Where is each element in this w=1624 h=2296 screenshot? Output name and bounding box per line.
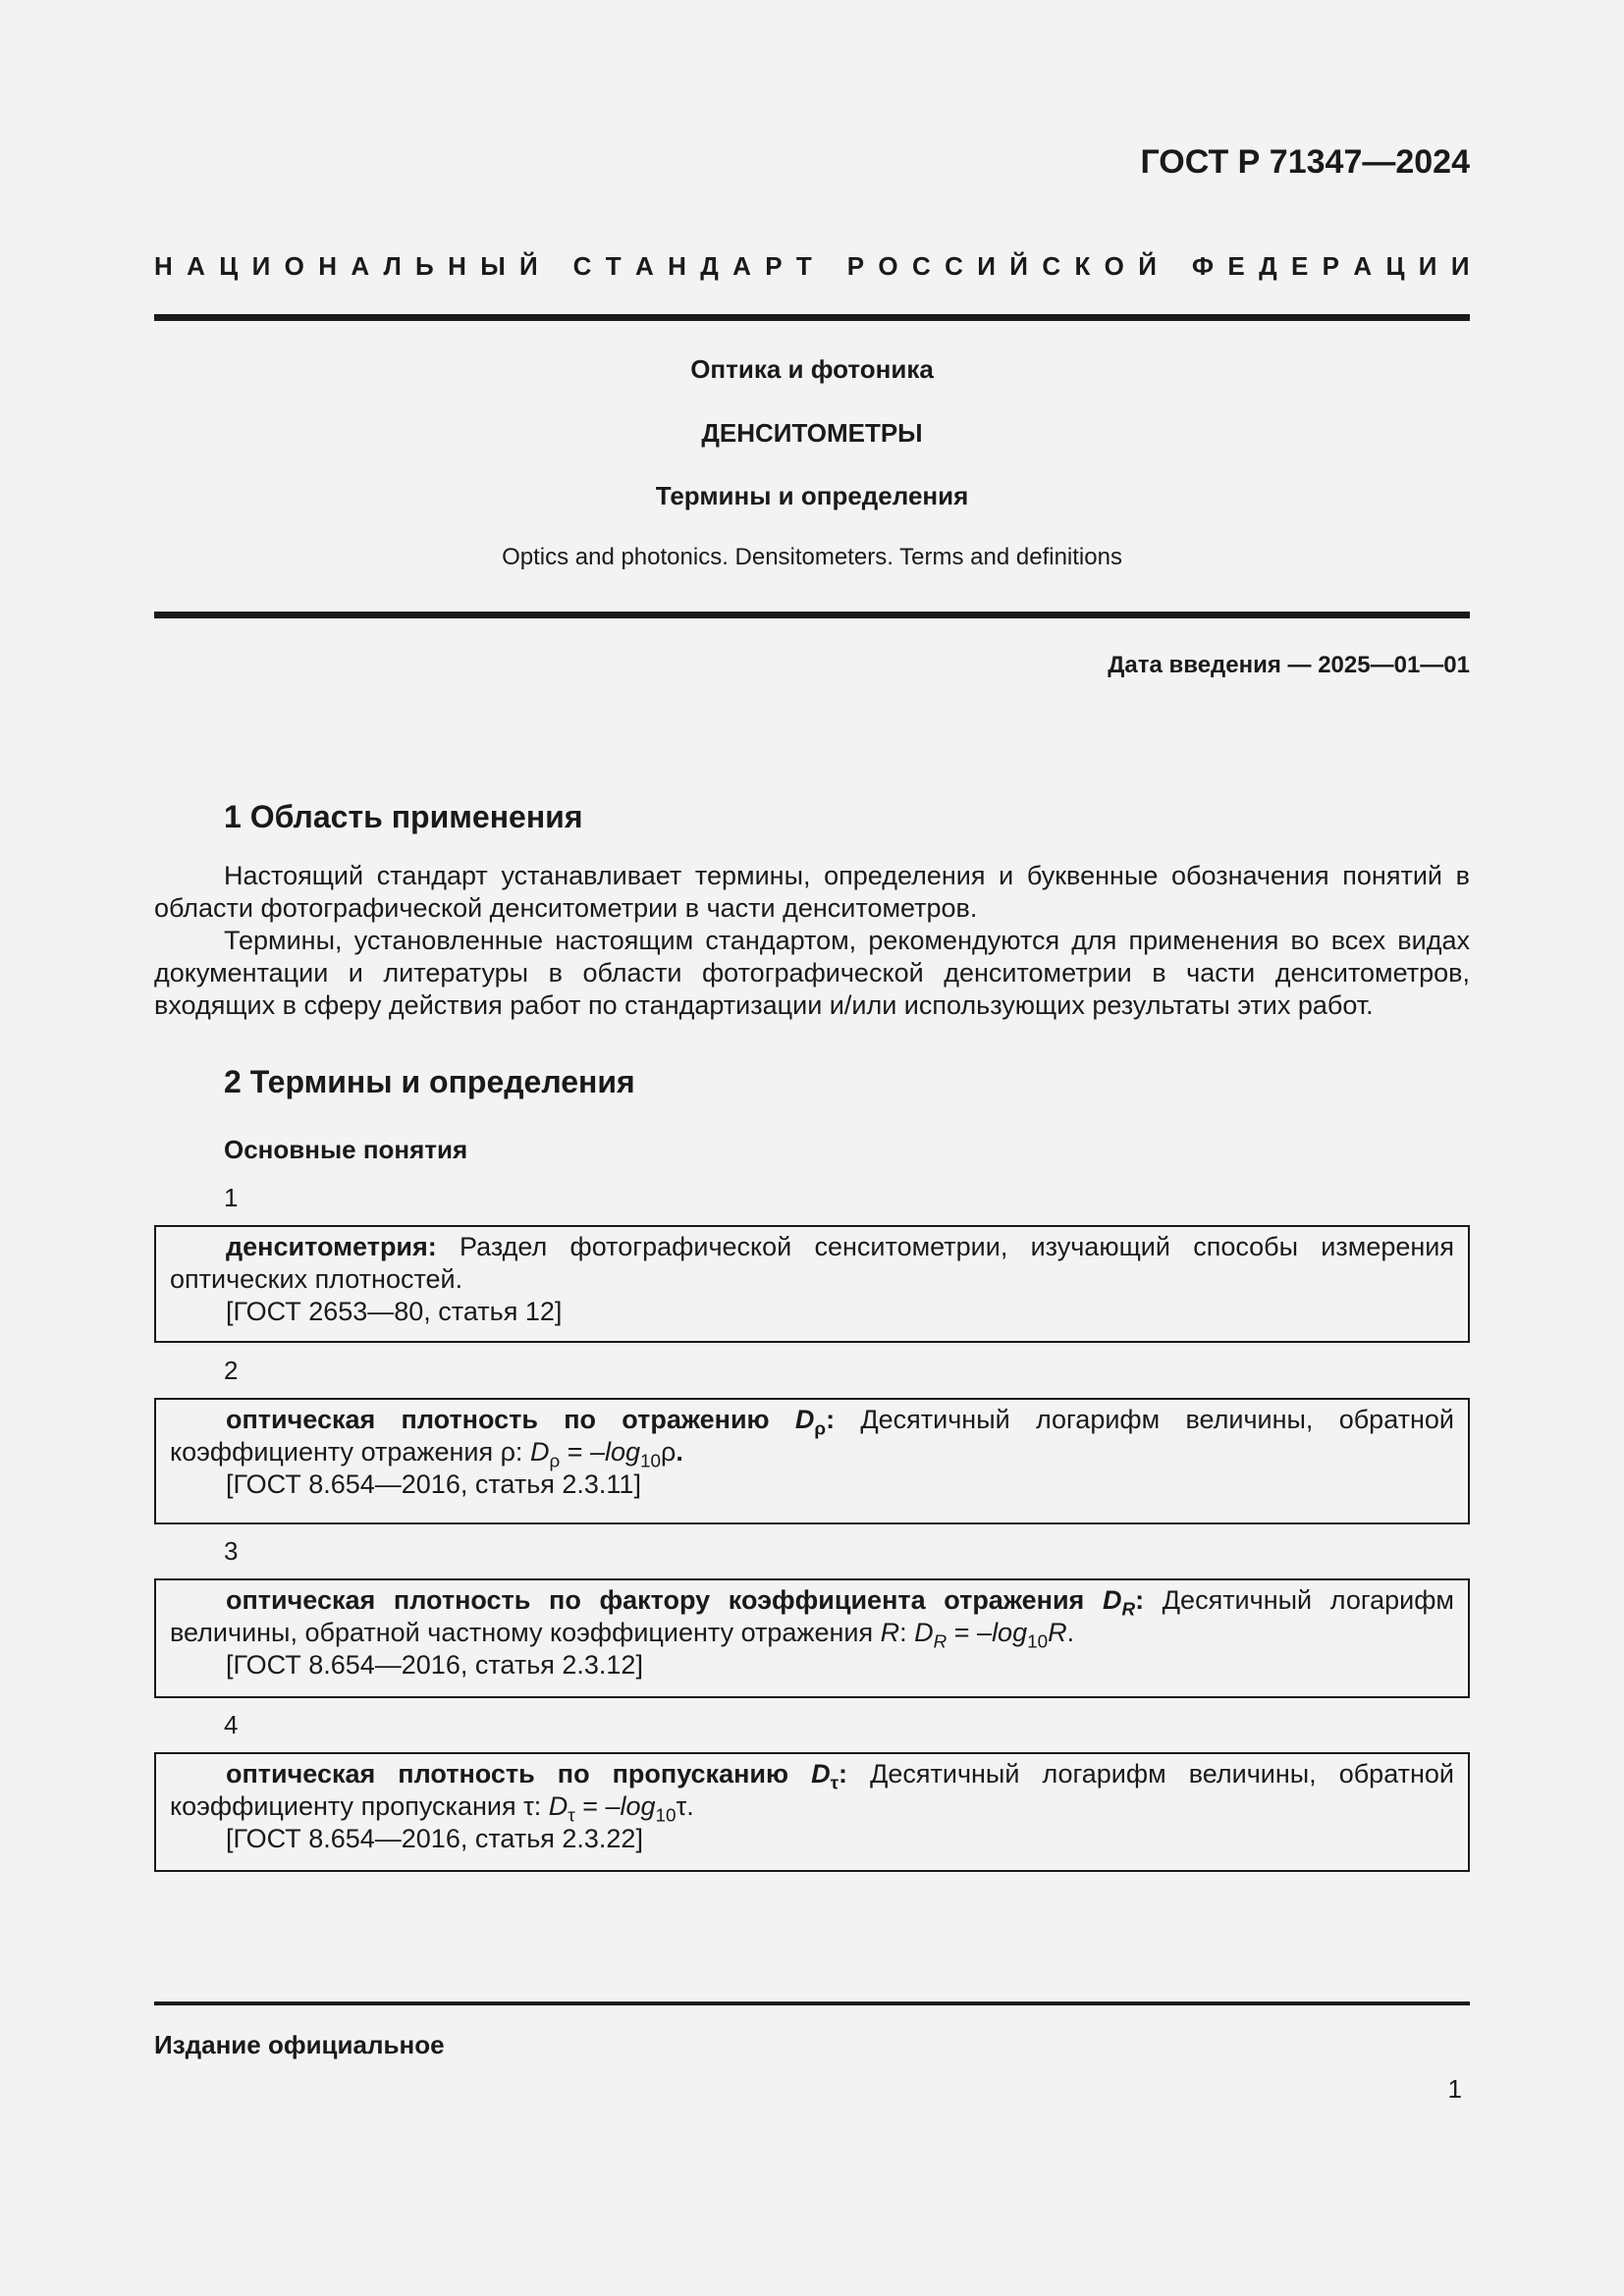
- banner-letter: Н: [668, 251, 686, 281]
- term-number: 4: [224, 1710, 239, 1739]
- banner-letter: Ф: [1191, 251, 1215, 281]
- banner-letter: [826, 251, 833, 282]
- banner-letter: Ц: [1385, 251, 1405, 281]
- term-name: оптическая плотность по отражению $D_\rho$:: [226, 1405, 836, 1440]
- banner-letter: Р: [765, 251, 783, 281]
- banner-letter: С: [572, 251, 592, 281]
- footer-rule: [154, 2002, 1470, 2005]
- term-box: [154, 1578, 1470, 1698]
- banner-letter: Н: [318, 251, 337, 281]
- section-2-heading: 2 Термины и определения: [224, 1064, 635, 1099]
- section-1-body: [154, 860, 1470, 1022]
- banner-letter: Д: [1259, 251, 1277, 281]
- term-reference: [ГОСТ 2653—80, статья 12]: [226, 1297, 563, 1326]
- banner-letter: Т: [605, 251, 622, 281]
- title-rule: [154, 612, 1470, 618]
- term-reference: [ГОСТ 8.654—2016, статья 2.3.12]: [226, 1650, 643, 1680]
- banner-letter: Ц: [219, 251, 239, 281]
- term-name: оптическая плотность по фактору коэффициента отражения $D_R$:: [226, 1585, 1145, 1621]
- banner-letter: О: [284, 251, 304, 281]
- term-definition: денситометрия: Раздел фотографической сенситометрии, изучающий способы измерения оптических плотностей.: [170, 1232, 1454, 1294]
- section-1-paragraph-1: Настоящий стандарт устанавливает термины, определения и буквенные обозначения понятий в области фотографической денситометрии в части денситометров.: [154, 861, 1470, 923]
- banner-letter: А: [351, 251, 370, 281]
- title-sub: Термины и определения: [655, 481, 969, 510]
- term-box: [154, 1752, 1470, 1872]
- banner-letter: С: [912, 251, 931, 281]
- title-english: Optics and photonics. Densitometers. Terms and definitions: [502, 544, 1122, 570]
- banner-letter: Ь: [415, 251, 434, 281]
- banner-letter: Й: [519, 251, 538, 281]
- banner-letter: С: [945, 251, 963, 281]
- banner-letter: Ы: [480, 251, 506, 281]
- title-main: ДЕНСИТОМЕТРЫ: [701, 418, 923, 448]
- term-definition: оптическая плотность по пропусканию $D_\tau$: Десятичный логарифм величины, обратной коэффициенту пропускания τ: $D_\tau = -\log_{10}\tau$.: [170, 1759, 1454, 1827]
- term-reference: [ГОСТ 8.654—2016, статья 2.3.22]: [226, 1824, 643, 1853]
- term-definition: оптическая плотность по отражению $D_\rho$: Десятичный логарифм величины, обратной коэффициенту отражения ρ: $D_\rho = -\log_{10}\rho$.: [170, 1405, 1454, 1472]
- intro-date: Дата введения — 2025—01—01: [1108, 652, 1470, 678]
- banner-letter: Й: [1138, 251, 1157, 281]
- national-standard-banner: [154, 251, 1470, 282]
- title-group: Оптика и фотоника: [690, 354, 934, 384]
- banner-letter: Т: [795, 251, 812, 281]
- term-number: 3: [224, 1536, 239, 1566]
- official-edition-label: Издание официальное: [154, 2030, 445, 2059]
- banner-letter: Р: [1322, 251, 1339, 281]
- top-rule: [154, 314, 1470, 321]
- banner-letter: Д: [700, 251, 719, 281]
- banner-letter: А: [732, 251, 751, 281]
- banner-letter: Е: [1227, 251, 1245, 281]
- banner-letter: [552, 251, 559, 282]
- term-name: оптическая плотность по пропусканию $D_\tau$:: [226, 1759, 848, 1794]
- standard-designation: ГОСТ Р 71347—2024: [1140, 143, 1470, 181]
- banner-letter: И: [977, 251, 996, 281]
- term-definition: оптическая плотность по фактору коэффициента отражения $D_R$: Десятичный логарифм величины, обратной частному коэффициенту отражения R: $D_R = -\log_{10}R$.: [170, 1585, 1454, 1653]
- term-number: 1: [224, 1183, 239, 1212]
- term-name: денситометрия:: [226, 1232, 437, 1261]
- banner-letter: Й: [1009, 251, 1028, 281]
- banner-letter: С: [1042, 251, 1061, 281]
- banner-letter: И: [251, 251, 271, 281]
- banner-letter: И: [1450, 251, 1470, 281]
- term-box: [154, 1225, 1470, 1343]
- term-reference: [ГОСТ 8.654—2016, статья 2.3.11]: [226, 1469, 641, 1499]
- banner-letter: Е: [1290, 251, 1309, 281]
- term-number: 2: [224, 1356, 239, 1385]
- banner-letter: Н: [154, 251, 173, 281]
- banner-letter: Р: [846, 251, 865, 281]
- banner-letter: О: [878, 251, 898, 281]
- banner-letter: А: [634, 251, 654, 281]
- banner-letter: А: [187, 251, 205, 281]
- banner-letter: И: [1418, 251, 1437, 281]
- banner-letter: К: [1074, 251, 1091, 281]
- section-1-paragraph-2: Термины, установленные настоящим стандартом, рекомендуются для применения во всех видах документации и литературы в области фотографической денситометрии в части денситометров, входящих в сферу действия работ по стандартизации и/или использующих результаты этих работ.: [154, 926, 1470, 1020]
- section-1-heading: 1 Область применения: [224, 799, 583, 834]
- page-number: 1: [1447, 2074, 1462, 2104]
- banner-letter: Н: [448, 251, 466, 281]
- banner-letter: [1170, 251, 1177, 282]
- banner-letter: Л: [383, 251, 402, 281]
- term-box: [154, 1398, 1470, 1524]
- banner-letter: А: [1353, 251, 1373, 281]
- banner-letter: О: [1104, 251, 1124, 281]
- section-2-subheading: Основные понятия: [224, 1135, 468, 1164]
